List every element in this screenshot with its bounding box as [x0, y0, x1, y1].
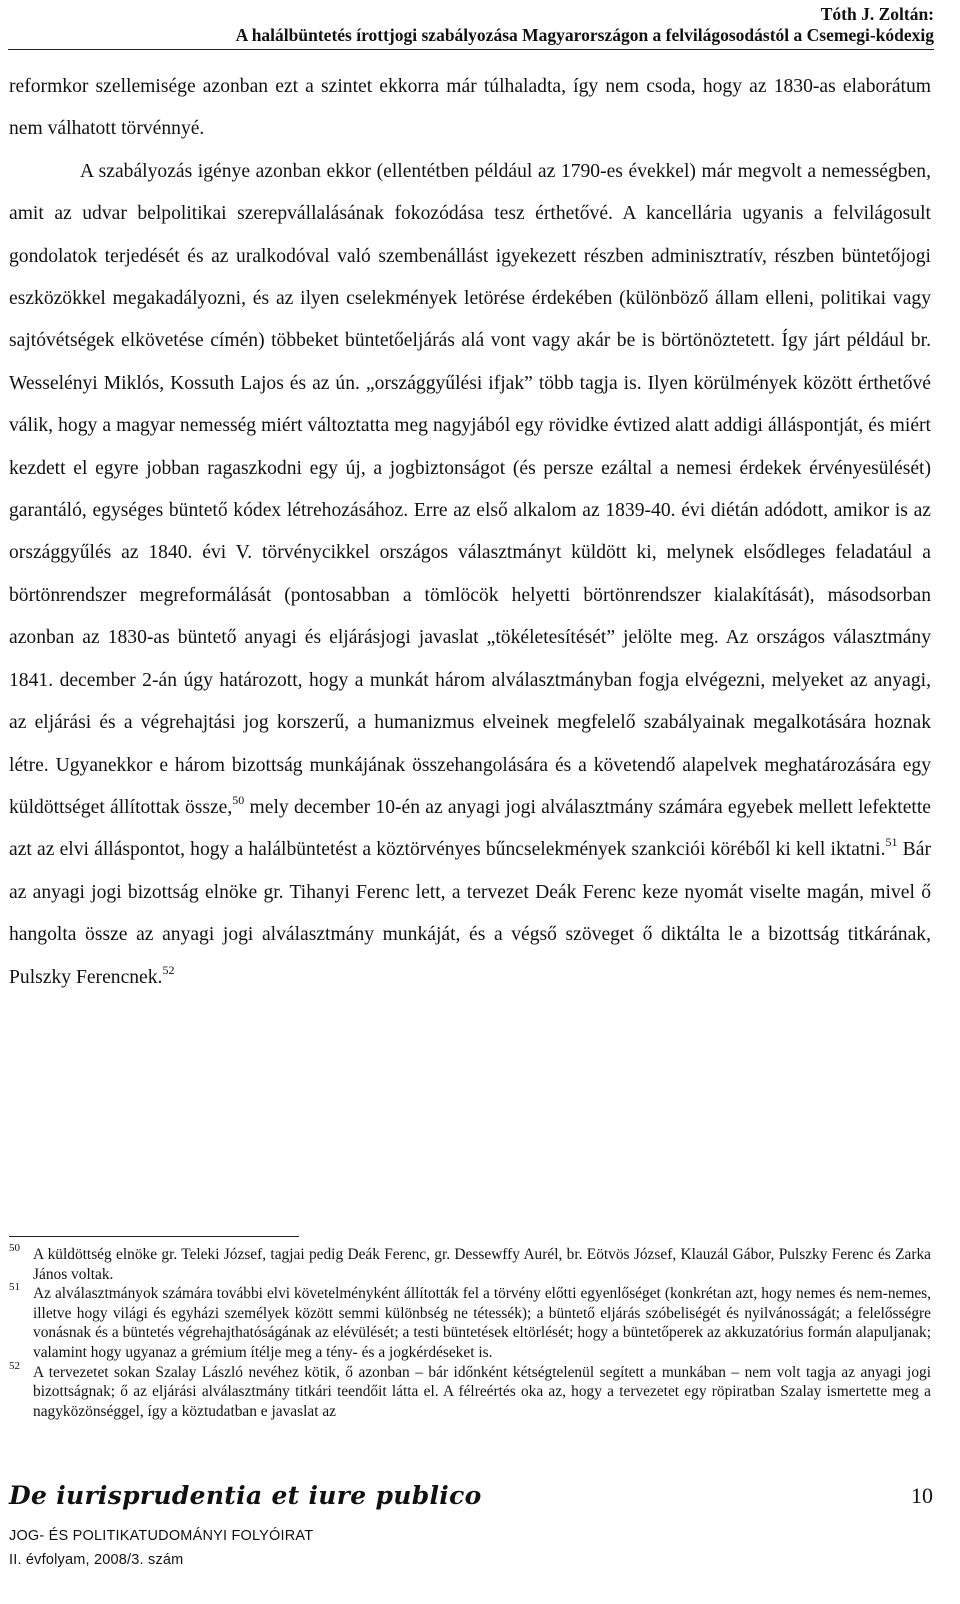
footnote-ref-51[interactable]: 51 — [885, 835, 898, 850]
footnote-divider — [9, 1236, 299, 1237]
running-header — [236, 4, 934, 46]
footnote-ref-52[interactable]: 52 — [162, 962, 175, 977]
paragraph-2-part-c: Bár az anyagi jogi bizottság elnöke gr. Tihanyi Ferenc lett, a tervezet Deák Ferenc keze nyomát viselte magán, mivel ő hangolta össze az anyagi jogi alválasztmány munkáját, és a végső szöveget ő diktálta le a bizottság titkárának, Pulszky Ferencnek. — [9, 839, 931, 988]
main-text — [9, 66, 931, 999]
footnote-ref-50[interactable]: 50 — [232, 792, 245, 807]
footnote-number: 52 — [9, 1359, 20, 1372]
footnote-text: A tervezetet sokan Szalay László nevéhez kötik, ő azonban – bár időnként kétségtelenül segített a munkában – nem volt tagja az anyagi jogi bizottságnak; ő az eljárási alválasztmány titkári teendőit látta el. A félreértés oka az, hogy a tervezetet egy röpiratban Szalay ismertette meg a nagyközönséggel, így a köztudatban e javaslat az — [33, 1363, 931, 1420]
page-number: 10 — [911, 1483, 933, 1508]
footnote-number: 50 — [9, 1242, 20, 1254]
header-title: A halálbüntetés írottjogi szabályozása Magyarországon a felvilágosodástól a Csemegi-kódexig — [235, 25, 934, 45]
footnotes — [9, 1242, 931, 1421]
footnote-50 — [9, 1242, 931, 1284]
journal-title: De iurisprudentia et iure publico — [9, 1481, 482, 1510]
header-author: Tóth J. Zoltán: — [820, 4, 934, 24]
footnote-text: Az alválasztmányok számára további elvi követelményként állították fel a törvény előtti egyenlőséget (konkrétan azt, hogy nemes és nem-nemes, illetve hogy világi és egyházi személyek között semmi különbség ne tétessék); a büntető eljárás szóbeliségét és nyilvánosságát; a felelősségre vonásnak és a büntetés végrehajthatóságának az elévülését; a testi büntetések eltörlését; hogy a büntetőperek az akkuzatórius formán alapuljanak; valamint hogy ugyanaz a grémium ítélje meg a tény- és a jogkérdéseket is. — [33, 1285, 931, 1361]
header-divider — [8, 49, 934, 50]
paragraph-2-part-b: mely december 10-én az anyagi jogi alválasztmány számára egyebek mellett lefektette azt az elvi álláspontot, hogy a halálbüntetést a köztörvényes bűncselekmények szankciói köréből ki kell iktatni. — [9, 796, 931, 861]
paragraph-1: reformkor szellemisége azonban ezt a szintet ekkorra már túlhaladta, így nem csoda, hogy az 1830-as elaborátum nem válhatott törvénnyé. — [9, 76, 931, 140]
footnote-number: 51 — [9, 1281, 20, 1294]
footnote-51 — [9, 1281, 931, 1362]
journal-issue: II. évfolyam, 2008/3. szám — [9, 1552, 184, 1568]
paragraph-2-part-a: A szabályozás igénye azonban ekkor (ellentétben például az 1790-es évekkel) már megvolt a nemességben, amit az udvar belpolitikai szerepvállalásának fokozódása tesz érthetővé. A kancellária ugyanis a felvilágosult gondolatok terjedését és az uralkodóval való szembenállást igyekezett részben adminisztratív, részben büntetőjogi eszközökkel megakadályozni, és az ilyen cselekmények letörése érdekében (különböző állam elleni, politikai vagy sajtóvétségek elkövetése címén) többeket büntetőeljárás alá vont vagy akár be is börtönöztetett. Így járt például br. Wesselényi Miklós, Kossuth Lajos és az ún. „országgyűlési ifjak” több tagja is. Ilyen körülmények között érthetővé válik, hogy a magyar nemesség miért változtatta meg nagyjából egy rövidke évtized alatt addigi álláspontját, és miért kezdett el egyre jobban ragaszkodni egy új, a jogbiztonságot (és persze ezáltal a nemesi érdekek érvényesülését) garantáló, egységes büntető kódex létrehozásához. Erre az első alkalom az 1839-40. évi diétán adódott, amikor is az országgyűlés az 1840. évi V. törvénycikkel országos választmányt küldött ki, melynek elsődleges feladatául a börtönrendszer megreformálását (pontosabban a tömlöcök helyetti börtönrendszer kialakítását), másodsorban azonban az 1830-as büntető anyagi és eljárásjogi javaslat „tökéletesítését” jelölte meg. Az országos választmány 1841. december 2-án úgy határozott, hogy a munkát három alválasztmányban fogja elvégezni, melyeket az anyagi, az eljárási és a végrehajtási jog korszerű, a humanizmus elveinek megfelelő szabályainak megalkotására hoznak létre. Ugyanekkor e három bizottság munkájának összehangolására és a követendő alapelvek meghatározására egy küldöttséget állítottak össze, — [9, 160, 931, 818]
paragraph-2 — [9, 151, 931, 999]
footnote-text: A küldöttség elnöke gr. Teleki József, tagjai pedig Deák Ferenc, gr. Dessewffy Aurél, br. Eötvös József, Klauzál Gábor, Pulszky Ferenc és Zarka János voltak. — [33, 1246, 931, 1283]
journal-subtitle: JOG- ÉS POLITIKATUDOMÁNYI FOLYÓIRAT — [9, 1528, 314, 1544]
footnote-52 — [9, 1359, 931, 1422]
